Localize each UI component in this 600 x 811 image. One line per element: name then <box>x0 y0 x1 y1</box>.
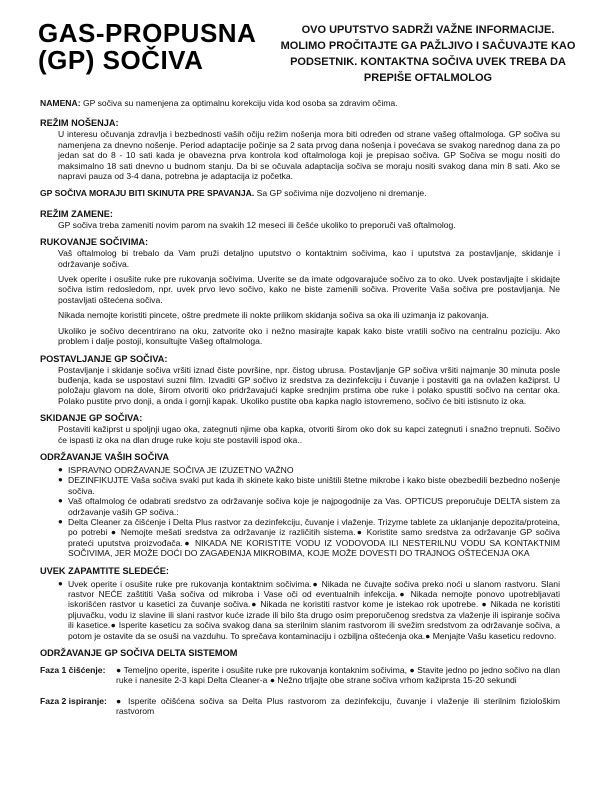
handling-paragraph: Uvek operite i osušite ruke pre rukovanja sočivima. Uverite se da imate odgovarajuće sočivo za to oko. Uvek postavljajte i skidajte sočiva istim redosledom, npr. uvek prvo levo sočivo, kako ne biste zamenili sočiva. Proverite Vaša sočiva pre postavljanja. Ne postavljati oštećena sočiva. <box>58 274 560 305</box>
document-title <box>38 20 256 74</box>
replacement-section <box>40 209 560 230</box>
delta-system-heading: ODRŽAVANJE GP SOČIVA DELTA SISTEMOM <box>40 648 238 659</box>
care-section <box>40 452 560 559</box>
care-list <box>58 465 560 559</box>
insertion-heading: POSTAVLJANJE GP SOČIVA: <box>40 353 168 364</box>
remember-list <box>58 579 560 641</box>
removal-text: Postaviti kažiprst u spoljnji ugao oka, zategnuti njime oba kapka, otvoriti širom oko dok su kapci zategnuti i snažno trepnuti. Sočivo će ispasti iz oka na dlan druge ruke koju ste postavili ispod oka.. <box>58 424 560 445</box>
handling-paragraph: Nikada nemojte koristiti pincete, oštre predmete ili nokte prilikom skidanja sočiva sa oka ili uzimanja iz pakovanja. <box>58 310 489 321</box>
removal-section <box>40 413 560 445</box>
title-line-1: GAS-PROPUSNA <box>38 18 257 48</box>
title-line-2: (GP) SOČIVA <box>38 45 204 75</box>
care-list-item: ● DEZINFIKUJTE Vaša sočiva svaki put kada ih skinete kako biste uništili štetne mikrobe i kako biste obezbedili bezbedno nošenje sočiva. <box>58 475 560 496</box>
wearing-schedule-section <box>40 118 560 181</box>
important-notice: OVO UPUTSTVO SADRŽI VAŽNE INFORMACIJE. MOLIMO PROČITAJTE GA PAŽLJIVO I SAČUVAJTE KAO PODSETNIK. KONTAKTNA SOČIVA UVEK TREBA DA PREPIŠE OFTALMOLOG <box>280 24 576 84</box>
sleep-warning-label: GP SOČIVA MORAJU BITI SKINUTA PRE SPAVANJA. <box>40 188 255 199</box>
phase-text: ● Isperite očišćena sočiva sa Delta Plus rastvorom za dezinfekciju, čuvanje i vlaženje ili sterilnim fiziološkim rastvorom <box>116 695 560 717</box>
purpose-text: GP sočiva su namenjena za optimalnu korekciju vida kod osoba sa zdravim očima. <box>80 98 398 108</box>
wearing-schedule-text: U interesu očuvanja zdravlja i bezbednosti vaših očiju režim nošenja mora biti određen od strane vašeg oftalmologa. GP sočiva su namenjena za dnevno nošenje. Period adaptacije počinje sa 2 sata prvog dana nošenja i povećava se svakog narednog dana za po jedan sat do 8 - 10 sati kada je obavezna prva kontrola kod oftalmologa koji je prepisao sočiva. GP Sočiva se mogu nositi do maksimalno 18 sati dnevno u budnom stanju. Da bi se očuvala adaptacija sočiva se moraju nositi svakog dana min 8 sati. Ako se napravi pauza od 3-4 dana, potrebna je adaptacija iz početka. <box>58 129 560 182</box>
sleep-warning-text: Sa GP sočivima nije dozvoljeno ni dremanje. <box>254 188 427 199</box>
wearing-schedule-heading: REŽIM NOŠENJA: <box>40 118 119 129</box>
remember-heading: UVEK ZAPAMTITE SLEDEĆE: <box>40 565 169 576</box>
phase-cleaning <box>40 665 560 686</box>
handling-paragraph: Vaš oftalmolog bi trebalo da Vam pruži detaljno uputstvo o kontaktnim sočivima, kao i uputstva za postavljanje, skidanje i održavanje sočiva. <box>58 248 560 269</box>
insertion-section <box>40 354 560 407</box>
delta-system-section <box>40 648 560 717</box>
sleep-warning <box>40 188 560 198</box>
care-heading: ODRŽAVANJE VAŠIH SOČIVA <box>40 451 169 462</box>
removal-heading: SKIDANJE GP SOČIVA: <box>40 413 143 424</box>
phase-label: Faza 2 ispiranje: <box>40 695 107 706</box>
care-list-item: ● ISPRAVNO ODRŽAVANJE SOČIVA JE IZUZETNO VAŽNO <box>58 465 560 475</box>
handling-section <box>40 237 560 346</box>
replacement-heading: REŽIM ZAMENE: <box>40 208 113 219</box>
purpose-paragraph <box>40 98 560 108</box>
remember-text: ● Uvek operite i osušite ruke pre rukovanja kontaktnim sočivima.● Nikada ne čuvajte sočiva preko noći u slanom rastvoru. Slani rastvor NEĆE zaštititi Vaša sočiva od mikroba i Vase oči od eventualnih infekcija.● Nikada nemojte ponovo upotrebljavati iskorišćen rastvor u kasetici za čuvanje sočiva.● Nikada ne koristiti rastvor kome je istekao rok upotrebe. ● Nikada ne koristiti pljuvačku, vodu iz slavine ili slani rastvor kuće izrade ili bilo šta drugo osim preporučenog sredstva za vlaženje ili ispiranje sočiva ili kasetice.● Isperite kaseticu za sočiva svakog dana sa sterilnim slanim rastvorom ili svežim sredstvom za održavanje sočiva, a potom je ostavite da se osuši na vazduhu. To sprečava kontaminaciju i ozbiljna oštećenja oka.● Menjajte Vašu kaseticu redovno. <box>58 579 560 641</box>
phase-label: Faza 1 čišćenje: <box>40 665 106 676</box>
remember-section <box>40 566 560 641</box>
handling-heading: RUKOVANJE SOČIVIMA: <box>40 237 149 248</box>
phase-rinsing <box>40 696 560 717</box>
care-list-item: ● Vaš oftalmolog će odabrati sredstvo za održavanje sočiva koje je najpogodnije za Vas. OPTICUS preporučuje DELTA sistem za održavanje vaših GP sočiva.: <box>58 496 560 517</box>
insertion-text: Postavljanje i skidanje sočiva vršiti iznad čiste površine, npr. čistog ubrusa. Postavljanje GP sočiva vršiti najmanje 30 minuta posle buđenja, kada se uspostavi suzni film. Izvaditi GP sočivo iz sredstva za dezinfekciju i čuvanje i postaviti ga na ovlažen kažiprst. U položaju glavom na dole, širom otvoriti oko pridržavajući kapke srednjim prstima obe ruke i polako spustiti sočivo na centar oka. Polako pustite prvo donji, a onda i gornji kapak. Ukoliko pustite oba kapka naglo istovremeno, sočivo će biti istisnuto iz oka. <box>58 364 560 406</box>
phase-text: ● Temeljno operite, isperite i osušite ruke pre rukovanja kontaknim sočivima, ● Stavite jedno po jedno sočivo na dlan ruke i nanesite 2-3 kapi Delta Cleaner-a ● Nežno trljajte obe strane sočiva vrhom kažiprsta 15-20 sekundi <box>116 665 560 686</box>
document-body <box>40 98 560 727</box>
purpose-label: NAMENA: <box>40 98 81 108</box>
care-list-item: ● Delta Cleaner za čišćenje i Delta Plus rastvor za dezinfekciju, čuvanje i vlaženje. Trizyme tablete za uklanjanje depozita/proteina, po potrebi ● Nemojte mešati sredstva za održavanje iz različitih sistema.● Koristite samo sredstva za održavanje GP sočiva prateći uputstva proizvođača.● NIKADA NE KORISTITE VODU IZ VODOVODA ILI NESTERILNU VODU SA KONTAKTNIM SOČIVIMA, JER MOŽE DOĆI DO ZAGAĐENJA MIKROBIMA, KOJE MOŽE DOVESTI DO TRAJNOG OŠTEĆENJA OKA <box>58 517 560 559</box>
replacement-text: GP sočiva treba zameniti novim parom na svakih 12 meseci ili češće ukoliko to preporuči vaš oftalmolog. <box>58 219 456 230</box>
handling-paragraph: Ukoliko je sočivo decentrirano na oku, zatvorite oko i nežno masirajte kapak kako biste vratili sočivo na centralnu poziciju. Ako problem i dalje postoji, konsultujte Vašeg oftalmologa. <box>58 325 560 347</box>
